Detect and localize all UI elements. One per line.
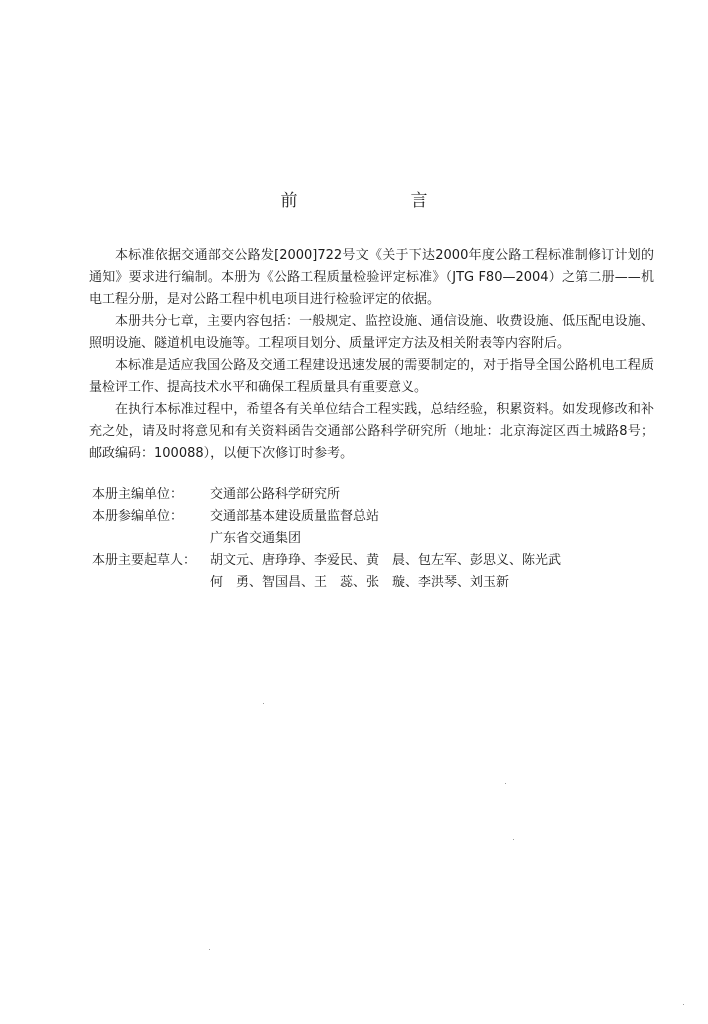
- scan-speck: [209, 949, 210, 950]
- paragraph-basis: 本标准依据交通部交公路发[2000]722号文《关于下达2000年度公路工程标准制修订计划的通知》要求进行编制。本册为《公路工程质量检验评定标准》（JTG F80—2004）之第二册——机电工程分册，是对公路工程中机电项目进行检验评定的依据。: [89, 248, 654, 307]
- drafters-row: [92, 550, 652, 572]
- page-title: 前 言: [280, 191, 476, 211]
- participating-label: 本册参编单位：: [92, 509, 184, 524]
- drafters-label: 本册主要起草人：: [92, 553, 197, 568]
- scan-speck: [683, 1004, 684, 1005]
- chief-editor-label: 本册主编单位：: [92, 487, 184, 502]
- paragraph-purpose: 本标准是适应我国公路及交通工程建设迅速发展的需要制定的，对于指导全国公路机电工程质量检评工作、提高技术水平和确保工程质量具有重要意义。: [89, 358, 654, 395]
- paragraph-feedback: 在执行本标准过程中，希望各有关单位结合工程实践，总结经验，积累资料。如发现修改和补充之处，请及时将意见和有关资料函告交通部公路科学研究所（地址：北京海淀区西土城路8号；邮政编码：100088），以便下次修订时参考。: [89, 402, 654, 461]
- scan-speck: [505, 783, 506, 784]
- participating-row: [92, 506, 652, 528]
- participating-value-1: 交通部基本建设质量监督总站: [210, 509, 380, 524]
- participating-row-2: [92, 528, 652, 550]
- chief-editor-row: [92, 484, 652, 506]
- drafters-line-2: 何 勇、智国昌、王 蕊、张 璇、李洪琴、刘玉新: [210, 575, 510, 590]
- scan-speck: [513, 839, 514, 840]
- paragraph-contents: 本册共分七章，主要内容包括：一般规定、监控设施、通信设施、收费设施、低压配电设施、照明设施、隧道机电设施等。工程项目划分、质量评定方法及相关附表等内容附后。: [89, 314, 654, 351]
- credits-block: [92, 484, 652, 594]
- drafters-row-2: [92, 572, 652, 594]
- participating-value-2: 广东省交通集团: [210, 531, 302, 546]
- chief-editor-value: 交通部公路科学研究所: [210, 487, 341, 502]
- drafters-line-1: 胡文元、唐琤琤、李爱民、黄 晨、包左军、彭思义、陈光武: [210, 553, 562, 568]
- scan-speck: [263, 703, 264, 704]
